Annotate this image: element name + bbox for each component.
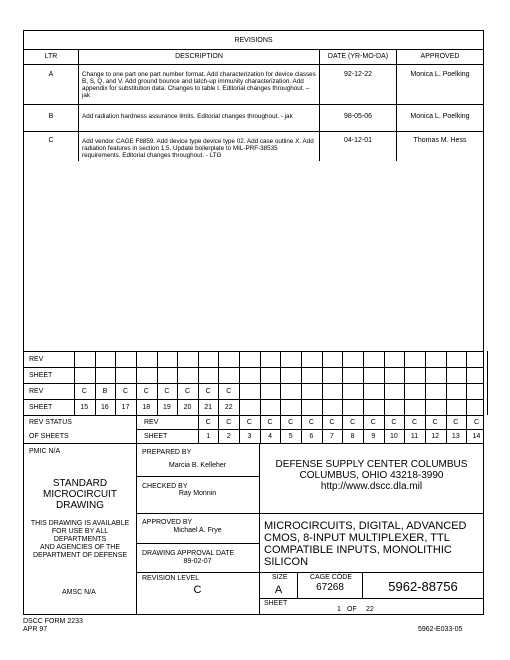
amsc-label: AMSC N/A: [62, 589, 96, 596]
rev-status-label: REV STATUS: [29, 419, 72, 426]
col-date-header: DATE (YR-MO-DA): [327, 53, 389, 60]
drawing-title: MICROCIRCUITS, DIGITAL, ADVANCED CMOS, 8-INPUT MULTIPLEXER, TTL COMPATIBLE INPUTS, MONOLITHIC SILICON: [264, 520, 467, 568]
main-sheet-cell: 2: [226, 433, 231, 440]
size-value: A: [274, 584, 283, 596]
rev-row-a-date: 92-12-22: [343, 71, 373, 78]
main-sheet-cell: 9: [371, 433, 376, 440]
rev-cell: C: [143, 388, 149, 395]
sheet-cell: 20: [183, 404, 192, 411]
approved-by-label: APPROVED BY: [142, 519, 193, 526]
availability-note: THIS DRAWING IS AVAILABLE FOR USE BY ALL DEPARTMENTS AND AGENCIES OF THE DEPARTMENT OF DEFENSE: [30, 520, 130, 559]
col-description-header: DESCRIPTION: [175, 53, 223, 60]
dscc-address: COLUMBUS, OHIO 43218-3990: [299, 470, 444, 481]
sheet-cell: 19: [162, 404, 171, 411]
footer-date: APR 97: [23, 626, 48, 633]
main-sheet-cell: 3: [247, 433, 252, 440]
rev-row-a-approved: Monica L. Poelking: [410, 71, 470, 78]
approval-date-label: DRAWING APPROVAL DATE: [142, 550, 235, 557]
document-number: 5962-88756: [388, 579, 458, 594]
prepared-by-label: PREPARED BY: [142, 449, 192, 456]
main-rev-cell: C: [412, 419, 418, 426]
rev-cell: C: [184, 388, 191, 395]
rev-cell: C: [123, 388, 129, 395]
rev-row-c-approved: Thomas M. Hess: [413, 137, 467, 144]
prepared-by-name: Marcia B. Kelleher: [168, 462, 227, 469]
main-rev-cell: C: [329, 419, 335, 426]
of-sheets-label: OF SHEETS: [29, 433, 69, 440]
revision-level-label: REVISION LEVEL: [142, 575, 200, 582]
sheet-cell: 17: [121, 404, 130, 411]
cage-code-label: CAGE CODE: [310, 574, 353, 581]
main-sheet-cell: 12: [431, 433, 440, 440]
sheet-label-row2: SHEET: [29, 372, 53, 379]
main-sheet-cell: 6: [309, 433, 314, 440]
sheet-cell: 21: [204, 404, 213, 411]
revisions-title: REVISIONS: [234, 37, 273, 44]
main-rev-cell: C: [226, 419, 232, 426]
size-label: SIZE: [272, 574, 288, 581]
approval-date-value: 89-02-07: [183, 558, 212, 565]
revision-level-value: C: [193, 584, 202, 596]
checked-by-label: CHECKED BY: [142, 483, 188, 490]
main-rev-cell: C: [308, 419, 314, 426]
main-sheet-cell: 13: [451, 433, 460, 440]
rev-cell: B: [102, 388, 108, 395]
main-rev-cell: C: [288, 419, 294, 426]
sheet-label-main: SHEET: [144, 433, 168, 440]
dscc-name: DEFENSE SUPPLY CENTER COLUMBUS: [275, 459, 468, 470]
cage-code-value: 67268: [316, 582, 344, 593]
col-ltr-header: LTR: [44, 53, 58, 60]
sheet-cell: 18: [142, 404, 151, 411]
rev-row-c-ltr: C: [48, 137, 54, 144]
main-sheet-cell: 10: [390, 433, 398, 440]
footer-code: 5962-E033-05: [418, 626, 463, 633]
sheet-total: 22: [366, 606, 374, 613]
main-rev-cell: C: [205, 419, 211, 426]
sheet-of: OF: [347, 606, 357, 613]
col-approved-header: APPROVED: [420, 53, 460, 60]
rev-row-c-description: Add vendor CAGE F8859. Add device type device type 02. Add case outline X. Add radiation features in section 1.5. Update boilerplate to MIL-PRF-38535 requirements. Editorial changes throughout. - LTG: [82, 138, 314, 159]
main-sheet-cell: 1: [206, 433, 211, 440]
main-rev-cell: C: [473, 419, 479, 426]
rev-row-a-ltr: A: [48, 71, 54, 78]
rev-cell: C: [205, 388, 211, 395]
approved-by-name: Michael A. Frye: [173, 527, 222, 534]
rev-row-b-ltr: B: [48, 113, 54, 120]
sheet-cell: 15: [80, 404, 89, 411]
rev-cell: C: [164, 388, 170, 395]
checked-by-name: Ray Monnin: [178, 490, 217, 497]
drawing-frame: [23, 30, 484, 615]
sheet-cell: 16: [101, 404, 109, 411]
footer-form: DSCC FORM 2233: [23, 618, 83, 625]
main-rev-cell: C: [267, 419, 273, 426]
main-sheet-cell: 8: [350, 433, 355, 440]
sheet-cell: 22: [224, 404, 233, 411]
rev-row-c-date: 04-12-01: [343, 137, 373, 144]
rev-cell: C: [226, 388, 232, 395]
dscc-url: http://www.dscc.dla.mil: [320, 481, 423, 492]
sheet-number: 1: [337, 606, 341, 613]
sheet-label: SHEET: [264, 600, 288, 607]
main-rev-cell: C: [432, 419, 438, 426]
main-sheet-cell: 4: [268, 433, 273, 440]
main-sheet-cell: 5: [288, 433, 293, 440]
main-rev-cell: C: [370, 419, 376, 426]
sheet-label-row4: SHEET: [29, 404, 53, 411]
rev-label-row3: REV: [29, 388, 44, 395]
rev-cell: C: [81, 388, 87, 395]
rev-row-a-description: Change to one part one part number format. Add characterization for device classes B, S, Q, and V. Add ground bounce and latch-up immunity characterization. Add appendix for substitution data. Changes to table I. Editorial changes throughout. – jak: [82, 71, 316, 99]
main-rev-cell: C: [453, 419, 459, 426]
main-rev-cell: C: [350, 419, 356, 426]
main-sheet-cell: 11: [410, 433, 419, 440]
main-sheet-cell: 7: [330, 433, 334, 440]
rev-row-b-date: 98-05-06: [343, 113, 373, 120]
rev-label-row1: REV: [29, 356, 44, 363]
standard-microcircuit-drawing: STANDARD MICROCIRCUIT DRAWING: [43, 478, 117, 511]
main-rev-cell: C: [246, 419, 252, 426]
main-rev-cell: C: [391, 419, 397, 426]
pmic-label: PMIC N/A: [29, 448, 61, 455]
rev-row-b-approved: Monica L. Poelking: [410, 113, 470, 120]
rev-row-b-description: Add radiation hardness assurance limits. Editorial changes throughout. - jak: [82, 113, 293, 120]
main-sheet-cell: 14: [472, 433, 481, 440]
rev-label-main: REV: [144, 419, 159, 426]
